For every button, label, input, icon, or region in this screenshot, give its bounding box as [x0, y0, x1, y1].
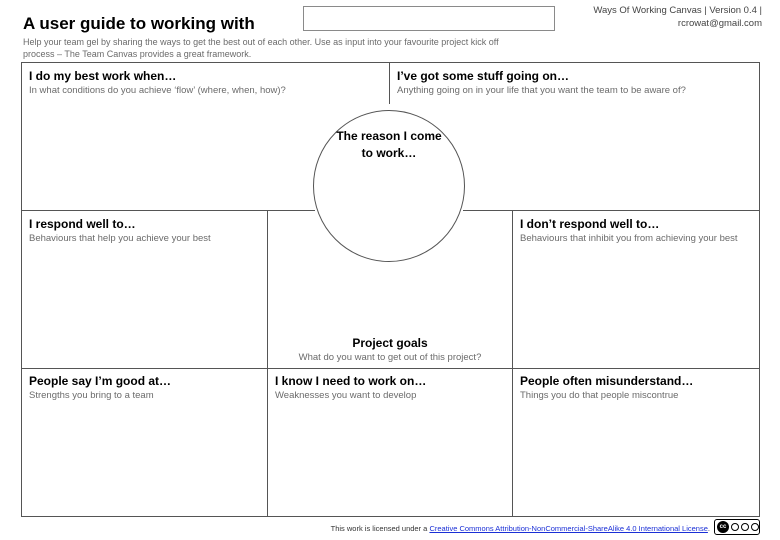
nc-icon: [741, 523, 749, 531]
cc-by-nc-sa-icon[interactable]: [714, 519, 760, 535]
dont-respond-well-title: I don’t respond well to…: [520, 217, 660, 231]
misunderstand-title: People often misunderstand…: [520, 374, 694, 388]
stuff-going-on-title: I’ve got some stuff going on…: [397, 69, 569, 83]
project-goals-subtitle: What do you want to get out of this project?: [298, 352, 482, 363]
work-on-title: I know I need to work on…: [275, 374, 427, 388]
respond-well-title: I respond well to…: [29, 217, 136, 231]
version-info: Ways Of Working Canvas | Version 0.4 |: [593, 5, 762, 16]
sa-icon: [751, 523, 759, 531]
license-notice: [331, 524, 710, 533]
work-on-subtitle: Weaknesses you want to develop: [275, 390, 417, 401]
best-work-subtitle: In what conditions do you achieve ‘flow’ (where, when, how)?: [29, 85, 286, 96]
page-title: A user guide to working with: [23, 14, 255, 33]
divider-row1-right: [463, 210, 760, 211]
divider-row1-left: [21, 210, 315, 211]
misunderstand-subtitle: Things you do that people miscontrue: [520, 390, 679, 401]
intro-text: Help your team gel by sharing the ways to get the best out of each other. Use as input into your favourite project kick off process – The Team Canvas provides a great framework.: [23, 37, 499, 59]
project-goals-title: Project goals: [352, 336, 428, 350]
cc-logo: cc: [717, 521, 729, 533]
respond-well-subtitle: Behaviours that help you achieve your best: [29, 233, 211, 244]
best-work-title: I do my best work when…: [29, 69, 177, 83]
good-at-subtitle: Strengths you bring to a team: [29, 390, 154, 401]
good-at-title: People say I’m good at…: [29, 374, 172, 388]
license-prefix: This work is licensed under a: [330, 524, 430, 533]
stuff-going-on-subtitle: Anything going on in your life that you want the team to be aware of?: [397, 85, 686, 96]
reason-title: The reason I come to work…: [336, 129, 442, 160]
divider-top-vertical: [389, 62, 390, 104]
author-email: rcrowat@gmail.com: [677, 18, 762, 29]
name-input-box[interactable]: [303, 6, 555, 31]
canvas-meta: [593, 4, 762, 30]
dont-respond-well-subtitle: Behaviours that inhibit you from achieving your best: [520, 233, 738, 244]
divider-mid-right-vertical: [512, 210, 513, 517]
divider-mid-left-vertical: [267, 210, 268, 517]
divider-row2: [21, 368, 760, 369]
by-icon: [731, 523, 739, 531]
license-link[interactable]: Creative Commons Attribution-NonCommercial-ShareAlike 4.0 International License: [429, 524, 708, 533]
license-suffix: .: [707, 524, 710, 533]
